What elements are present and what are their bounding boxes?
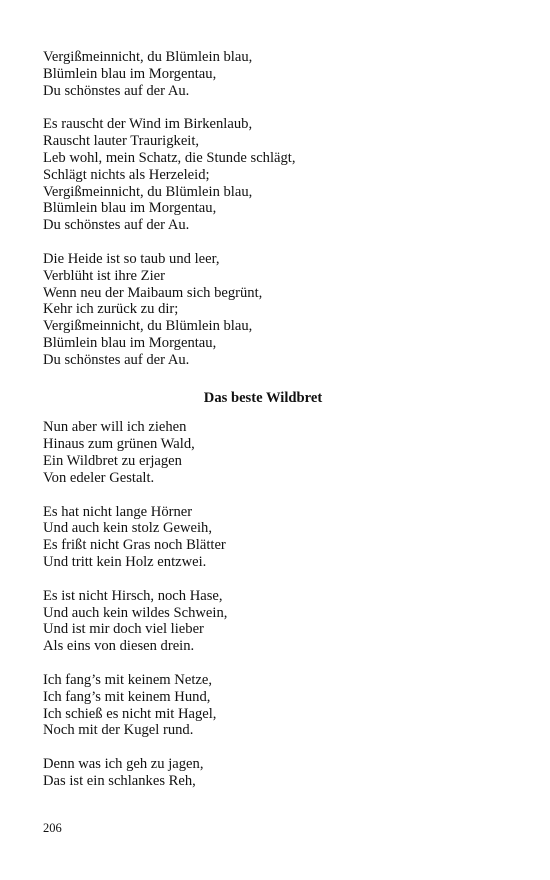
verse-line: Du schönstes auf der Au. [43, 217, 190, 234]
verse-line: Rauscht lauter Traurigkeit, [43, 133, 200, 150]
verse-line: Ich fang’s mit keinem Hund, [43, 688, 211, 705]
verse-line: Vergißmeinnicht, du Blümlein blau, [43, 49, 253, 65]
page-number: 206 [43, 821, 62, 835]
verse-line: Du schönstes auf der Au. [43, 82, 190, 99]
verse-line: Ein Wildbret zu erjagen [43, 452, 182, 469]
verse-line: Schlägt nichts als Herzeleid; [43, 166, 210, 183]
verse-line: Es frißt nicht Gras noch Blätter [43, 537, 226, 554]
verse-line: Die Heide ist so taub und leer, [43, 250, 220, 267]
verse-line: Noch mit der Kugel rund. [43, 722, 194, 739]
poem-das-beste-wildbret [43, 419, 483, 789]
verse-line: Vergißmeinnicht, du Blümlein blau, [43, 318, 253, 335]
verse-line: Als eins von diesen drein. [43, 638, 195, 655]
stanza [43, 251, 483, 369]
verse-line: Kehr ich zurück zu dir; [43, 301, 179, 318]
verse-line: Denn was ich geh zu jagen, [43, 756, 204, 773]
verse-line: Es hat nicht lange Hörner [43, 503, 193, 520]
stanza [43, 116, 483, 234]
verse-line: Und tritt kein Holz entzwei. [43, 553, 207, 570]
page-content [43, 49, 483, 807]
stanza [43, 504, 483, 571]
verse-line: Blümlein blau im Morgentau, [43, 334, 217, 351]
verse-line: Und auch kein stolz Geweih, [43, 520, 212, 537]
verse-line: Von edeler Gestalt. [43, 469, 155, 486]
verse-line: Es ist nicht Hirsch, noch Hase, [43, 587, 223, 604]
verse-line: Du schönstes auf der Au. [43, 351, 190, 368]
stanza [43, 419, 483, 486]
poem-title: Das beste Wildbret [203, 389, 323, 406]
verse-line: Nun aber will ich ziehen [43, 419, 187, 436]
stanza [43, 588, 483, 655]
verse-line: Vergißmeinnicht, du Blümlein blau, [43, 183, 253, 200]
verse-line: Und ist mir doch viel lieber [43, 621, 204, 638]
stanza [43, 49, 483, 99]
verse-line: Das ist ein schlankes Reh, [43, 772, 196, 789]
verse-line: Blümlein blau im Morgentau, [43, 65, 217, 82]
stanza [43, 756, 483, 790]
verse-line: Es rauscht der Wind im Birkenlaub, [43, 116, 253, 133]
verse-line: Wenn neu der Maibaum sich begrünt, [43, 284, 263, 301]
stanza [43, 672, 483, 739]
poem-continued [43, 49, 483, 369]
verse-line: Leb wohl, mein Schatz, die Stunde schlägt, [43, 149, 296, 166]
verse-line: Ich fang’s mit keinem Netze, [43, 671, 212, 688]
verse-line: Blümlein blau im Morgentau, [43, 200, 217, 217]
verse-line: Verblüht ist ihre Zier [43, 267, 165, 284]
verse-line: Ich schieß es nicht mit Hagel, [43, 705, 217, 722]
verse-line: Hinaus zum grünen Wald, [43, 436, 195, 453]
verse-line: Und auch kein wildes Schwein, [43, 604, 228, 621]
